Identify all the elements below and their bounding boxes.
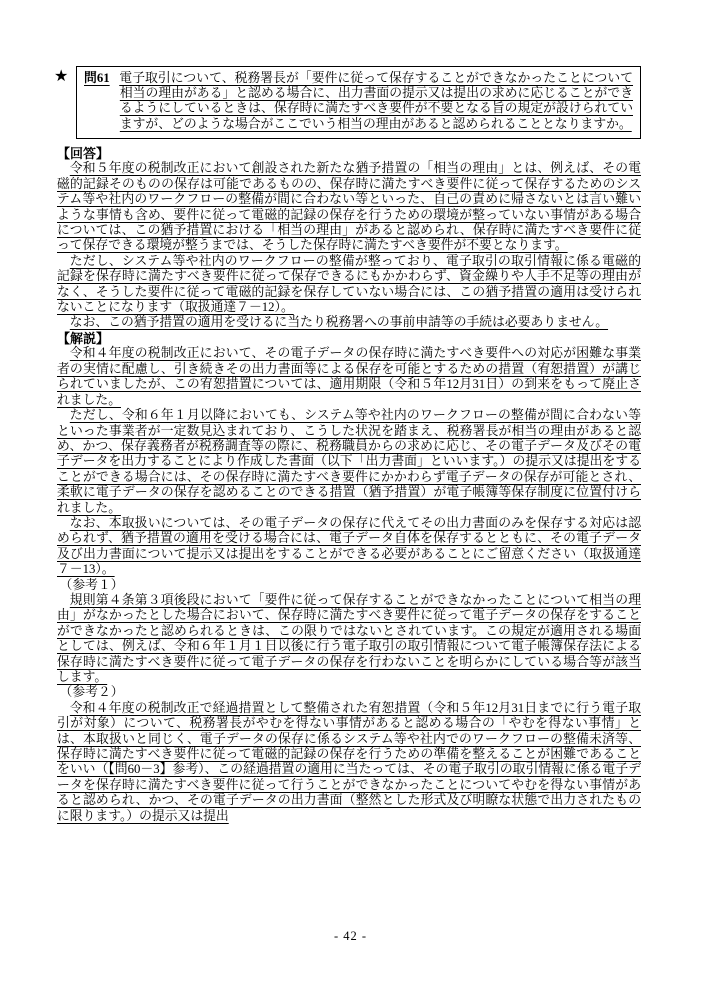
answer-paragraph-3: なお、この猶予措置の適用を受けるに当たり税務署への事前申請等の手続は必要ありません。: [69, 315, 609, 330]
explanation-paragraph-1: 令和４年度の税制改正において、その電子データの保存時に満たすべき要件への対応が困難な事業者の実情に配慮し、引き続きその出力書面等による保存を可能とするための措置（宥恕措置）が講じられていましたが、この宥恕措置については、適用期限（令和５年12月31日）の到来をもって廃止されました。: [57, 346, 641, 407]
answer-paragraph-1: 令和５年度の税制改正において創設された新たな猶予措置の「相当の理由」とは、例えば、その電磁的記録そのものの保存は可能であるものの、保存時に満たすべき要件に従って保存するためのシステム等や社内のワークフローの整備が間に合わない等といった、自己の責めに帰さないとは言い難いような事情も含め、要件に従って電磁的記録の保存を行うための環境が整っていない事情がある場合については、この猶予措置における「相当の理由」があると認められ、保存時に満たすべき要件に従って保存できる環境が整うまでは、そうした保存時に満たすべき要件が不要となります。: [57, 161, 641, 253]
explanation-paragraph-3: なお、本取扱いについては、その電子データの保存に代えてその出力書面のみを保存する対応は認められず、猶予措置の適用を受ける場合には、電子データ自体を保存するとともに、その電子データ及び出力書面について提示又は提出をすることができる必要があることにご留意ください（取扱通達７－13）。: [57, 515, 641, 577]
reference-1-label: （参考１）: [59, 577, 124, 592]
new-question-star-icon: ★: [54, 66, 69, 85]
explanation-heading: 【解説】: [57, 330, 110, 346]
explanation-paragraph-2: ただし、令和６年１月以降においても、システム等や社内のワークフローの整備が間に合わない等といった事業者が一定数見込まれており、こうした状況を踏まえ、税務署長が相当の理由があると認め、かつ、保存義務者が税務調査等の際に、税務職員からの求めに応じ、その電子データ及びその電子データを出力することにより作成した書面（以下「出力書面」といいます。）の提示又は提出をすることができる場合には、その保存時に満たすべき要件にかかわらず電子データの保存が可能とされ、柔軟に電子データの保存を認めることのできる措置（猶予措置）が電子帳簿等保存制度に位置付けられました。: [57, 408, 641, 515]
answer-heading: 【回答】: [57, 145, 110, 161]
page-number: - 42 -: [333, 929, 368, 943]
question-box: [76, 66, 641, 139]
question-section: [54, 66, 641, 139]
reference-1-paragraph: 規則第４条第３項後段において「要件に従って保存することができなかったことについて相当の理由」がなかったとした場合において、保存時に満たすべき要件に従って電子データの保存をすることができなかったと認められるときは、この限りではないとされています。この規定が適用される場面としては、例えば、令和６年１月１日以後に行う電子取引の取引情報について電子帳簿保存法による保存時に満たすべき要件に従って電子データの保存を行わないことを明らかにしている場合等が該当します。: [57, 592, 641, 684]
question-number: 問61: [84, 71, 110, 85]
answer-paragraph-2: ただし、システム等や社内のワークフローの整備が整っており、電子取引の取引情報に係る電磁的記録を保存時に満たすべき要件に従って保存できるにもかかわらず、資金繰りや人手不足等の理由がなく、そうした要件に従って電磁的記録を保存していない場合には、この猶予措置の適用は受けられないことになります（取扱通達７－12）。: [57, 253, 641, 315]
question: [84, 71, 633, 132]
reference-2-label: （参考２）: [59, 685, 124, 700]
reference-2-paragraph: 令和４年度の税制改正で経過措置として整備された宥恕措置（令和５年12月31日までに行う電子取引が対象）について、税務署長がやむを得ない事情があると認める場合の「やむを得ない事情」とは、本取扱いと同じく、電子データの保存に係るシステム等や社内でのワークフローの整備未済等、保存時に満たすべき要件に従って電磁的記録の保存を行うための準備を整えることが困難であることをいい（【問60－3】参考）、この経過措置の適用に当たっては、その電子取引の取引情報に係る電子データを保存時に満たすべき要件に従って行うことができなかったことについてやむを得ない事情があると認められ、かつ、その電子データの出力書面（整然とした形式及び明瞭な状態で出力されたものに限ります。）の提示又は提出: [57, 700, 641, 823]
question-text: 電子取引について、税務署長が「要件に従って保存することができなかったことについて相当の理由がある」と認める場合に、出力書面の提示又は提出の求めに応じることができるようにしているときは、保存時に満たすべき要件が不要となる旨の規定が設けられていますが、どのような場合がここでいう相当の理由があると認められることとなりますか。: [119, 71, 634, 131]
